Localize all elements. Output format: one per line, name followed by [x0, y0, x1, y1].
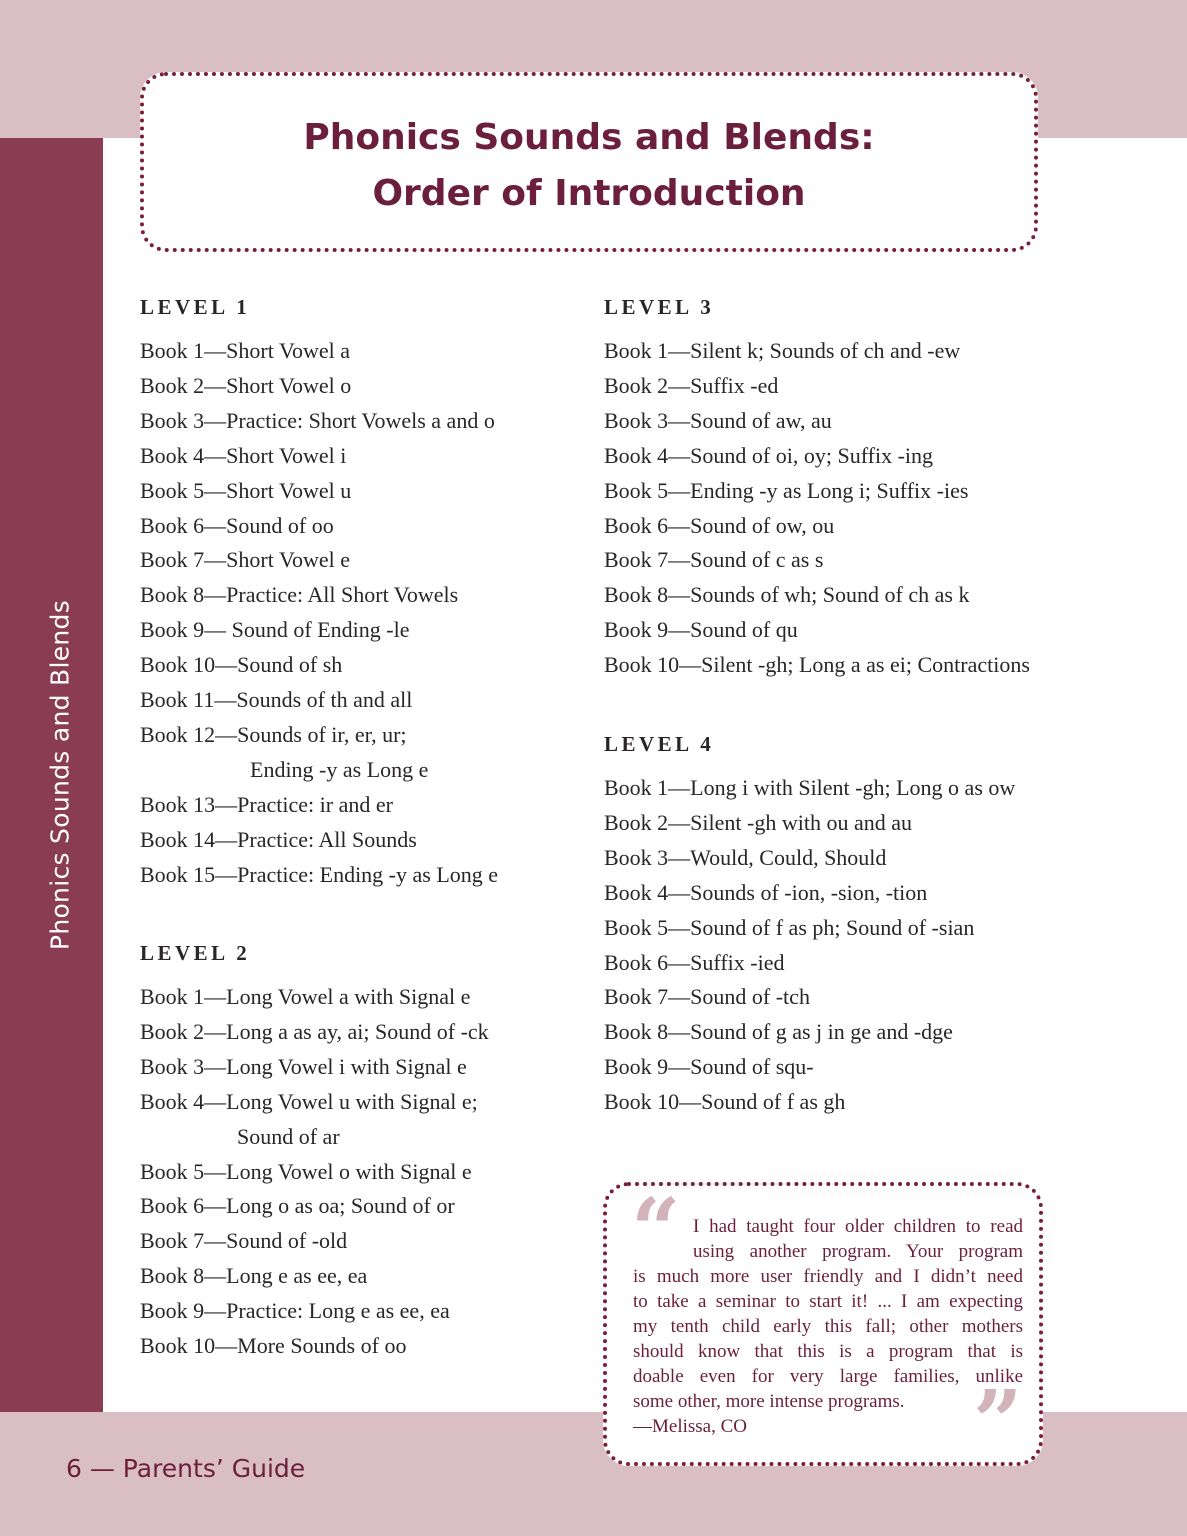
book-item: Book 9— Sound of Ending -le [140, 617, 410, 643]
book-item: Book 8—Sounds of wh; Sound of ch as k [604, 582, 970, 608]
testimonial-text [633, 1214, 1023, 1439]
book-item: Book 5—Long Vowel o with Signal e [140, 1158, 472, 1184]
book-item: Book 6—Suffix -ied [604, 949, 785, 975]
book-item: Book 2—Long a as ay, ai; Sound of -ck [140, 1018, 489, 1044]
book-item: Book 14—Practice: All Sounds [140, 826, 417, 852]
book-item: Book 5—Sound of f as ph; Sound of -sian [604, 914, 975, 940]
book-item: Book 2—Silent -gh with ou and au [604, 809, 912, 835]
close-quote-icon: ” [973, 1372, 1023, 1473]
book-item: Book 10—Silent -gh; Long a as ei; Contractions [604, 652, 1030, 678]
book-item: Book 7—Sound of c as s [604, 547, 824, 573]
book-item: Book 7—Short Vowel e [140, 547, 351, 573]
book-item: Book 4—Long Vowel u with Signal e; [140, 1088, 478, 1114]
book-item: Book 9—Sound of qu [604, 617, 798, 643]
book-item: Book 7—Sound of -tch [604, 984, 810, 1010]
book-item: Book 4—Short Vowel i [140, 442, 347, 468]
book-item: Book 1—Long Vowel a with Signal e [140, 984, 471, 1009]
testimonial-line: is much more user friendly and I didn’t need [633, 1266, 1023, 1287]
book-item: Book 8—Long e as ee, ea [140, 1263, 368, 1289]
book-item-continuation: Sound of ar [237, 1123, 340, 1149]
level-1-section [140, 290, 498, 893]
level-heading: LEVEL 3 [604, 295, 715, 319]
book-item: Book 13—Practice: ir and er [140, 791, 393, 817]
page-title-line-2: Order of Introduction [372, 173, 806, 214]
level-heading: LEVEL 1 [140, 295, 251, 319]
book-item: Book 10—Sound of sh [140, 652, 343, 678]
testimonial-line: doable even for very large families, unlike [633, 1366, 1023, 1387]
book-item: Book 1—Short Vowel a [140, 338, 351, 363]
page-title-line-1: Phonics Sounds and Blends: [303, 117, 875, 158]
level-3-section [604, 290, 1030, 683]
book-item: Book 10—Sound of f as gh [604, 1089, 846, 1115]
testimonial-line: I had taught four older children to read [693, 1216, 1023, 1237]
book-item: Book 5—Ending -y as Long i; Suffix -ies [604, 477, 969, 503]
book-item: Book 6—Long o as oa; Sound of or [140, 1193, 455, 1219]
book-item-continuation: Ending -y as Long e [250, 756, 429, 782]
level-2-section [140, 936, 489, 1364]
book-item: Book 9—Practice: Long e as ee, ea [140, 1298, 450, 1324]
sidebar-label: Phonics Sounds and Blends [45, 599, 75, 951]
level-4-section [604, 727, 1015, 1120]
page-footer: 6 — Parents’ Guide [66, 1454, 306, 1483]
book-item: Book 8—Practice: All Short Vowels [140, 582, 459, 608]
testimonial-box [603, 1180, 1043, 1473]
book-item: Book 2—Short Vowel o [140, 372, 352, 398]
level-heading: LEVEL 2 [140, 941, 251, 965]
book-item: Book 11—Sounds of th and all [140, 687, 413, 713]
book-item: Book 6—Sound of ow, ou [604, 512, 835, 538]
book-item: Book 4—Sounds of -ion, -sion, -tion [604, 879, 928, 905]
book-list [604, 334, 1030, 683]
book-item: Book 7—Sound of -old [140, 1228, 348, 1254]
book-item: Book 3—Long Vowel i with Signal e [140, 1053, 467, 1079]
testimonial-attribution: —Melissa, CO [633, 1416, 747, 1437]
book-item: Book 8—Sound of g as j in ge and -dge [604, 1019, 953, 1045]
book-item: Book 9—Sound of squ- [604, 1054, 814, 1080]
book-item: Book 15—Practice: Ending -y as Long e [140, 861, 499, 887]
book-list [604, 771, 1015, 1120]
testimonial-line: should know that this is a program that is [633, 1341, 1023, 1362]
testimonial-line: my tenth child early this fall; other mothers [633, 1316, 1023, 1337]
title-box [140, 72, 1038, 252]
book-item: Book 3—Practice: Short Vowels a and o [140, 407, 495, 433]
book-item: Book 3—Would, Could, Should [604, 844, 887, 870]
book-list [140, 980, 489, 1364]
book-item: Book 10—More Sounds of oo [140, 1333, 407, 1359]
book-item: Book 6—Sound of oo [140, 512, 334, 538]
testimonial-line: using another program. Your program [693, 1241, 1023, 1262]
book-item: Book 2—Suffix -ed [604, 372, 779, 398]
book-list [140, 334, 498, 893]
book-item: Book 3—Sound of aw, au [604, 407, 832, 433]
book-item: Book 12—Sounds of ir, er, ur; [140, 721, 407, 747]
book-item: Book 5—Short Vowel u [140, 477, 352, 503]
book-item: Book 4—Sound of oi, oy; Suffix -ing [604, 442, 934, 468]
book-item: Book 1—Long i with Silent -gh; Long o as ow [604, 775, 1016, 800]
testimonial-line: to take a seminar to start it! ... I am expecting [633, 1291, 1023, 1312]
level-heading: LEVEL 4 [604, 732, 715, 756]
open-quote-icon: “ [631, 1180, 681, 1281]
book-item: Book 1—Silent k; Sounds of ch and -ew [604, 338, 961, 363]
testimonial-line: some other, more intense programs. [633, 1391, 905, 1412]
